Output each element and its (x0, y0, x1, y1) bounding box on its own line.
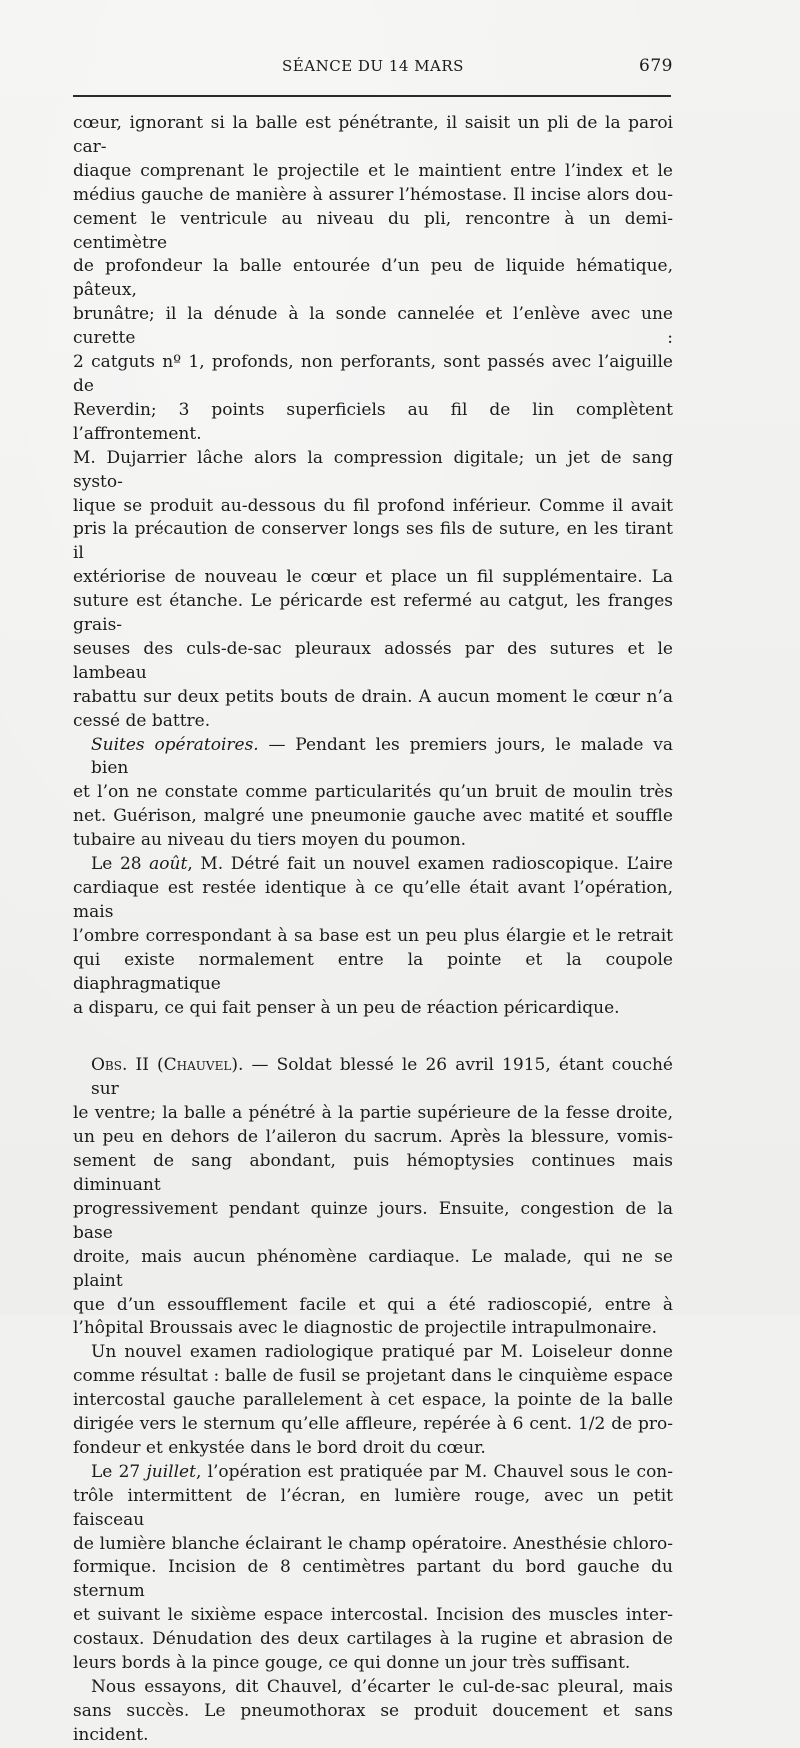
italic-date: juillet (146, 1461, 196, 1482)
text-span: , M. Détré fait un nouvel examen radioscopique. L’aire (187, 854, 673, 875)
text-line: sement de sang abondant, puis hémoptysies continues mais diminuant (73, 1151, 673, 1195)
text-line: droite, mais aucun phénomène cardiaque. Le malade, qui ne se plaint (73, 1246, 673, 1291)
text-line: de lumière blanche éclairant le champ opératoire. Anesthésie chloro- (73, 1533, 673, 1554)
text-line: dirigée vers le sternum qu’elle affleure, repérée à 6 cent. 1/2 de pro- (73, 1414, 673, 1435)
running-title: SÉANCE DU 14 MARS (282, 57, 464, 75)
text-line: rabattu sur deux petits bouts de drain. A aucun moment le cœur n’a (73, 686, 673, 707)
text-line: a disparu, ce qui fait penser à un peu de réaction péricardique. (73, 997, 620, 1018)
text-line: diaque comprenant le projectile et le maintient entre l’index et le (73, 160, 673, 181)
text-line: 2 catguts nº 1, profonds, non perforants, sont passés avec l’aiguille de (73, 352, 673, 396)
text-line: cœur, ignorant si la balle est pénétrante, il saisit un pli de la paroi car- (73, 113, 673, 157)
italic-date: août (149, 854, 188, 875)
page-header (73, 54, 673, 78)
text-line: fondeur et enkystée dans le bord droit du cœur. (73, 1437, 486, 1458)
section-gap (73, 1020, 673, 1054)
header-rule (73, 95, 671, 97)
text-line: Reverdin; 3 points superficiels au fil de lin complètent l’affrontement. (73, 399, 673, 444)
page-number: 679 (639, 56, 673, 76)
text-span: — Pendant les premiers jours, le malade va bien (91, 734, 673, 779)
paragraph-operation-chauvel (73, 1461, 673, 1676)
text-line: Un nouvel examen radiologique pratiqué par M. Loiseleur donne (91, 1342, 673, 1363)
text-line: brunâtre; il la dénude à la sonde cannelée et l’enlève avec une curette : (73, 304, 673, 349)
text-line: cement le ventricule au niveau du pli, rencontre à un demi-centimètre (73, 208, 673, 253)
paragraph-radioscopy (73, 853, 673, 1020)
text-line: que d’un essoufflement facile et qui a été radioscopié, entre à (73, 1294, 673, 1315)
observation-label: Obs. II (91, 1055, 149, 1076)
text-line: comme résultat : balle de fusil se projetant dans le cinquième espace (73, 1366, 673, 1387)
text-line: et suivant le sixième espace intercostal. Incision des muscles inter- (73, 1605, 673, 1626)
text-line: suture est étanche. Le péricarde est refermé au catgut, les franges grais- (73, 591, 673, 636)
paragraph-operation-continued (73, 112, 673, 734)
text-line: sans succès. Le pneumothorax se produit doucement et sans incident. (73, 1700, 673, 1745)
text-line: Obs. II (Chauvel). — Soldat blessé le 26 avril 1915, étant couché sur (91, 1055, 673, 1100)
text-line: extériorise de nouveau le cœur et place un fil supplémentaire. La (73, 567, 673, 588)
text-line: et l’on ne constate comme particularités qu’un bruit de moulin très (73, 782, 673, 803)
text-line: seuses des culs-de-sac pleuraux adossés par des sutures et le lambeau (73, 638, 673, 683)
text-span: , l’opération est pratiquée par M. Chauvel sous le con- (195, 1461, 673, 1482)
text-line: qui existe normalement entre la pointe et la coupole diaphragmatique (73, 949, 673, 994)
text-line: leurs bords à la pince gouge, ce qui donne un jour très suffisant. (73, 1653, 631, 1674)
text-line: l’ombre correspondant à sa base est un peu plus élargie et le retrait (73, 925, 673, 946)
text-line: Nous essayons, dit Chauvel, d’écarter le cul-de-sac pleural, mais (91, 1677, 673, 1697)
text-line: l’hôpital Broussais avec le diagnostic de projectile intrapulmonaire. (73, 1318, 657, 1339)
text-line: un peu en dehors de l’aileron du sacrum. Après la blessure, vomis- (73, 1127, 673, 1148)
italic-heading: Suites opératoires. (91, 734, 259, 755)
text-line: intercostal gauche parallelement à cet espace, la pointe de la balle (73, 1390, 673, 1411)
observation-author: Chauvel (163, 1055, 232, 1076)
text-line: progressivement pendant quinze jours. Ensuite, congestion de la base (73, 1198, 673, 1243)
text-line (73, 734, 673, 782)
text-line: le ventre; la balle a pénétré à la partie supérieure de la fesse droite, (73, 1103, 673, 1124)
text-span: Le 27 (91, 1461, 147, 1482)
text-line: pris la précaution de conserver longs ses fils de suture, en les tirant il (73, 519, 673, 564)
text-line (73, 853, 673, 877)
text-line: médius gauche de manière à assurer l’hémostase. Il incise alors dou- (73, 184, 673, 205)
text-line: de profondeur la balle entourée d’un peu de liquide hématique, pâteux, (73, 256, 673, 301)
text-line: trôle intermittent de l’écran, en lumière rouge, avec un petit faisceau (73, 1485, 673, 1530)
text-line: lique se produit au-dessous du fil profond inférieur. Comme il avait (73, 495, 673, 516)
paragraph-pleural-sac (73, 1676, 673, 1748)
text-line: tubaire au niveau du tiers moyen du poumon. (73, 830, 467, 851)
text-line: formique. Incision de 8 centimètres partant du bord gauche du sternum (73, 1557, 673, 1602)
text-line: cessé de battre. (73, 710, 211, 731)
paragraph-suites-operatoires (73, 734, 673, 854)
text-line: M. Dujarrier lâche alors la compression digitale; un jet de sang systo- (73, 447, 673, 492)
text-line: cardiaque est restée identique à ce qu’elle était avant l’opération, mais (73, 878, 673, 922)
paragraph-radiology-exam (73, 1341, 673, 1461)
text-span: — Soldat blessé le 26 avril 1915, étant couché sur (91, 1055, 673, 1100)
text-line: costaux. Dénudation des deux cartilages à la rugine et abrasion de (73, 1629, 673, 1650)
text-span: Le 28 (91, 854, 150, 875)
paragraph-observation-2 (73, 1054, 673, 1341)
body-text (73, 112, 673, 1748)
text-line (73, 1461, 673, 1485)
text-line: net. Guérison, malgré une pneumonie gauche avec matité et souffle (73, 806, 673, 827)
